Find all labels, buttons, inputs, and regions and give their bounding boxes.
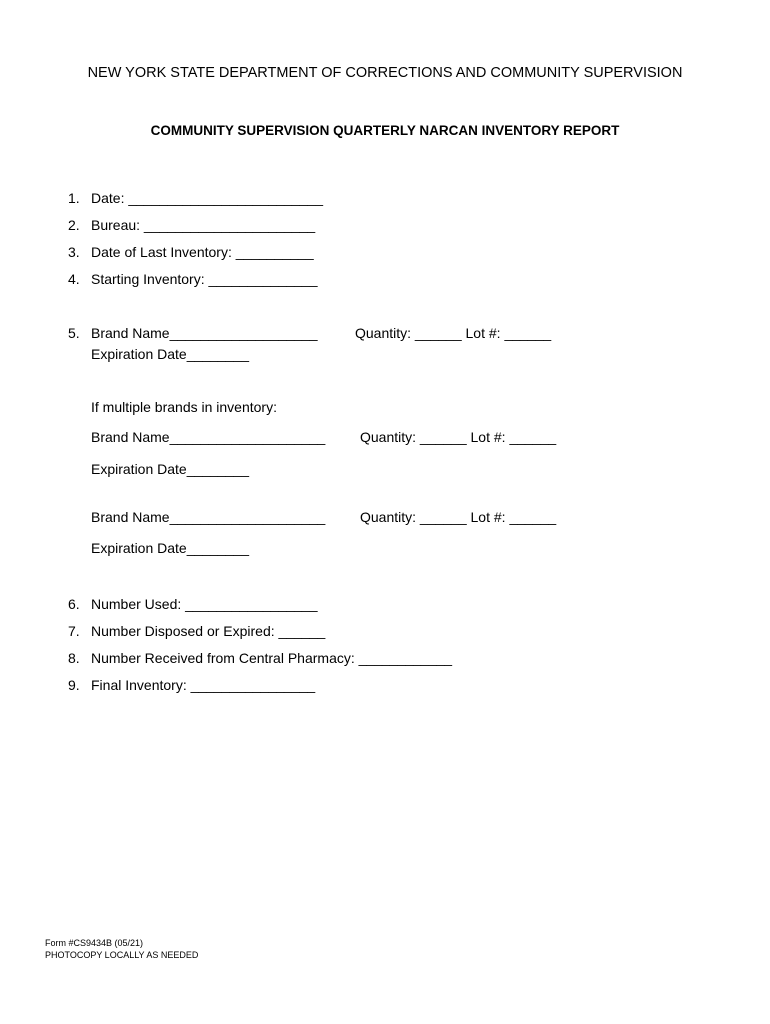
disposed-expired-field[interactable]: Number Disposed or Expired: ______ bbox=[91, 623, 326, 639]
received-central-pharmacy-field[interactable]: Number Received from Central Pharmacy: ____________ bbox=[91, 650, 453, 666]
item-number-6: 6. bbox=[68, 596, 80, 612]
report-title: COMMUNITY SUPERVISION QUARTERLY NARCAN INVENTORY REPORT bbox=[150, 123, 620, 138]
expiration-date-field-2[interactable]: Expiration Date________ bbox=[91, 461, 250, 477]
item-number-4: 4. bbox=[68, 271, 80, 287]
item-number-5: 5. bbox=[68, 325, 80, 341]
item-number-3: 3. bbox=[68, 244, 80, 260]
date-field[interactable]: Date: _________________________ bbox=[91, 190, 324, 206]
quantity-lot-field-1[interactable]: Quantity: ______ Lot #: ______ bbox=[355, 325, 552, 341]
item-number-8: 8. bbox=[68, 650, 80, 666]
brand-name-field-3[interactable]: Brand Name____________________ bbox=[91, 509, 326, 525]
brand-name-field-2[interactable]: Brand Name____________________ bbox=[91, 429, 326, 445]
photocopy-note: PHOTOCOPY LOCALLY AS NEEDED bbox=[45, 950, 199, 960]
starting-inventory-field[interactable]: Starting Inventory: ______________ bbox=[91, 271, 318, 287]
item-number-1: 1. bbox=[68, 190, 80, 206]
quantity-lot-field-2[interactable]: Quantity: ______ Lot #: ______ bbox=[360, 429, 557, 445]
agency-name: NEW YORK STATE DEPARTMENT OF CORRECTIONS AND COMMUNITY SUPERVISION bbox=[87, 65, 683, 81]
last-inventory-date-field[interactable]: Date of Last Inventory: __________ bbox=[91, 244, 314, 260]
quantity-lot-field-3[interactable]: Quantity: ______ Lot #: ______ bbox=[360, 509, 557, 525]
item-number-9: 9. bbox=[68, 677, 80, 693]
brand-name-field-1[interactable]: Brand Name___________________ bbox=[91, 325, 318, 341]
item-number-7: 7. bbox=[68, 623, 80, 639]
item-number-2: 2. bbox=[68, 217, 80, 233]
multiple-brands-label: If multiple brands in inventory: bbox=[91, 399, 277, 415]
form-number: Form #CS9434B (05/21) bbox=[45, 938, 144, 948]
number-used-field[interactable]: Number Used: _________________ bbox=[91, 596, 318, 612]
expiration-date-field-3[interactable]: Expiration Date________ bbox=[91, 540, 250, 556]
bureau-field[interactable]: Bureau: ______________________ bbox=[91, 217, 316, 233]
final-inventory-field[interactable]: Final Inventory: ________________ bbox=[91, 677, 316, 693]
expiration-date-field-1[interactable]: Expiration Date________ bbox=[91, 346, 250, 362]
